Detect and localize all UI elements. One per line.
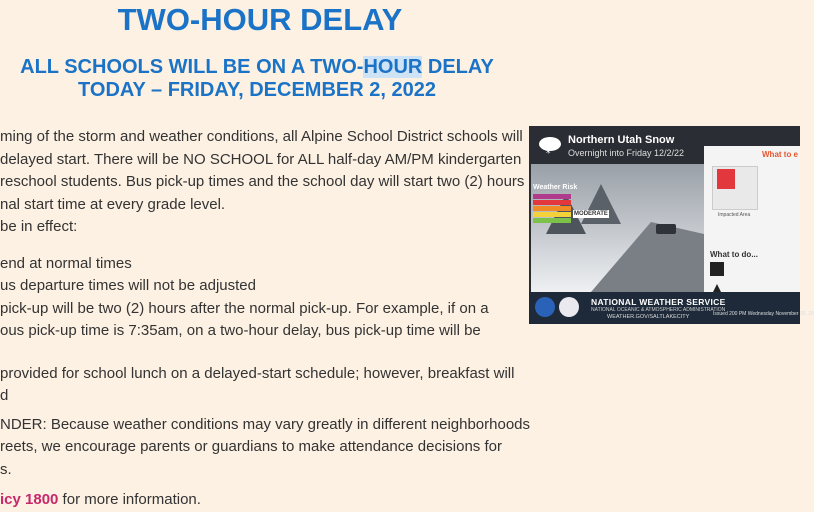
list-item: us departure times will not be adjusted <box>0 277 256 294</box>
subhead-highlight: HOUR <box>363 56 423 78</box>
body-line: reschool students. Bus pick-up times and the school day will start two (2) hours <box>0 173 525 190</box>
subhead-pre: ALL SCHOOLS WILL BE ON A TWO- <box>20 56 364 78</box>
risk-label: Weather Risk <box>533 184 578 191</box>
risk-level-badge: MODERATE <box>574 211 608 217</box>
map-label: Impacted Area <box>718 212 751 218</box>
svg-text:*: * <box>546 149 551 159</box>
nws-logo <box>559 297 579 317</box>
policy-suffix: for more information. <box>58 491 201 508</box>
impact-map <box>712 166 758 210</box>
page-title: TWO-HOUR DELAY <box>117 2 403 37</box>
list-item: ous pick-up time is 7:35am, on a two-hour delay, bus pick-up time will be <box>0 322 481 339</box>
graphic-subtitle: Overnight into Friday 12/2/22 <box>568 148 685 158</box>
body-line: delayed start. There will be NO SCHOOL for ALL half-day AM/PM kindergarten <box>0 150 522 168</box>
weather-graphic[interactable] <box>529 126 814 324</box>
todo-heading: What to do... <box>710 250 758 259</box>
reminder-line: s. <box>0 460 12 478</box>
agency-name: NATIONAL WEATHER SERVICE <box>591 297 726 307</box>
panel-heading: What to e <box>762 150 798 159</box>
reminder-line: NDER: Because weather conditions may vary greatly in different neighborhoods <box>0 415 531 433</box>
risk-bar-limited <box>533 218 571 223</box>
risk-bar-moderate <box>533 206 571 211</box>
article-body <box>0 126 531 512</box>
subhead-post: DELAY <box>422 56 494 78</box>
agency-subname: NATIONAL OCEANIC & ATMOSPHERIC ADMINISTRATION <box>591 307 726 313</box>
lunch-line: provided for school lunch on a delayed-start schedule; however, breakfast will <box>0 364 515 382</box>
issued-time: Issued 200 PM Wednesday November 30, 20 <box>713 311 814 317</box>
risk-bar-major <box>533 200 571 205</box>
body-line: be in effect: <box>0 218 78 235</box>
noaa-logo <box>535 297 555 317</box>
lunch-line: d <box>0 387 9 404</box>
risk-bar-extreme <box>533 194 571 199</box>
body-line: ming of the storm and weather conditions, all Alpine School District schools will <box>0 128 523 145</box>
info-panel <box>704 146 800 292</box>
policy-link[interactable]: icy 1800 <box>0 491 59 508</box>
policy-line <box>0 489 522 512</box>
agency-website: WEATHER.GOV/SALTLAKECITY <box>607 314 690 320</box>
list-item: pick-up will be two (2) hours after the normal pick-up. For example, if on a <box>0 299 489 317</box>
list-item: end at normal times <box>0 254 132 272</box>
reminder-line: reets, we encourage parents or guardians to make attendance decisions for <box>0 438 502 455</box>
graphic-title: Northern Utah Snow <box>568 134 675 146</box>
graphic-footer <box>529 292 814 324</box>
subhead-line-2: TODAY – FRIDAY, DECEMBER 2, 2022 <box>78 79 436 101</box>
impacted-area-shape <box>717 169 735 189</box>
body-line: nal start time at every grade level. <box>0 195 226 213</box>
risk-bar-minor <box>533 212 571 217</box>
snow-cloud-icon <box>537 134 563 158</box>
subhead-line-1 <box>0 56 514 78</box>
